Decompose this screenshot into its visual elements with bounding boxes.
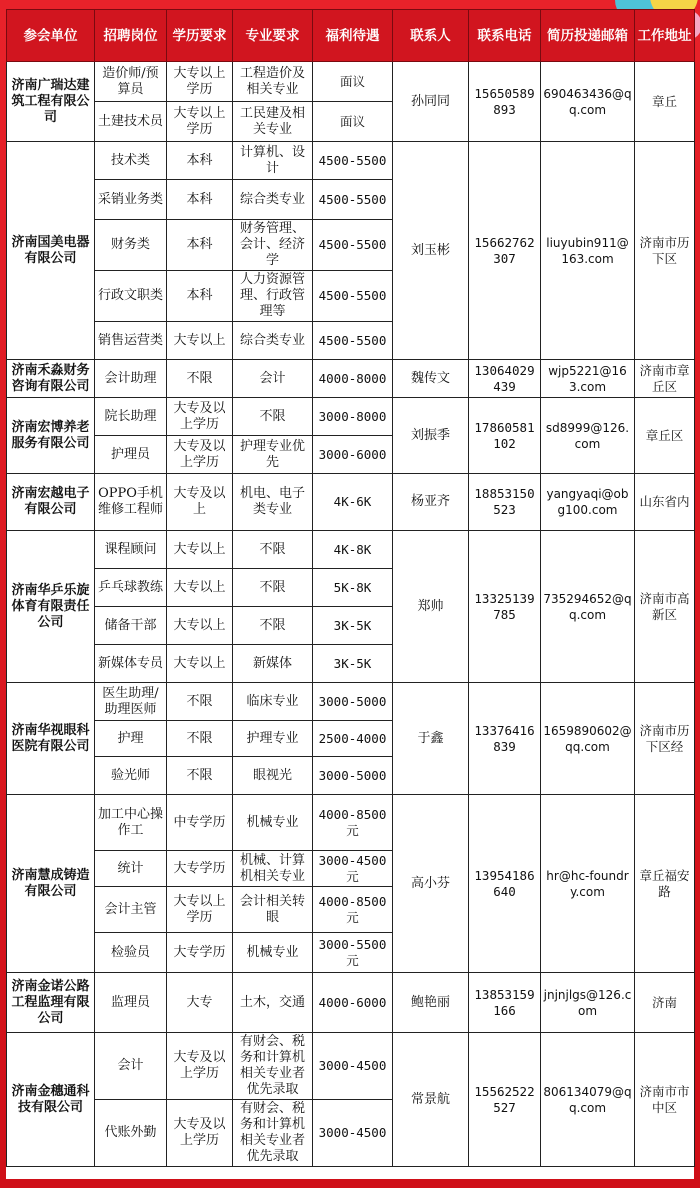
job-major: 护理专业 — [233, 721, 313, 757]
contact-phone: 13064029439 — [469, 360, 541, 398]
company-name: 济南禾淼财务咨询有限公司 — [7, 360, 95, 398]
job-title: 行政文职类 — [95, 271, 167, 322]
contact-phone: 18853150523 — [469, 474, 541, 531]
header-phone: 联系电话 — [469, 10, 541, 62]
job-major: 工程造价及相关专业 — [233, 62, 313, 102]
job-title: 监理员 — [95, 973, 167, 1033]
table-row — [7, 474, 695, 531]
job-education: 本科 — [167, 220, 233, 271]
table-row — [7, 795, 695, 851]
job-title: 储备干部 — [95, 607, 167, 645]
job-salary: 4000-8500元 — [313, 887, 393, 933]
job-education: 中专学历 — [167, 795, 233, 851]
job-education: 大专以上 — [167, 645, 233, 683]
job-title: 采销业务类 — [95, 180, 167, 220]
job-salary: 3000-4500元 — [313, 851, 393, 887]
contact-email: 1659890602@qq.com — [541, 683, 635, 795]
header-company: 参会单位 — [7, 10, 95, 62]
job-title: 会计主管 — [95, 887, 167, 933]
table-row — [7, 62, 695, 102]
header-salary: 福利待遇 — [313, 10, 393, 62]
company-name: 济南宏越电子有限公司 — [7, 474, 95, 531]
contact-person: 于鑫 — [393, 683, 469, 795]
job-title: 检验员 — [95, 933, 167, 973]
header-address: 工作地址 — [635, 10, 695, 62]
company-name: 济南华乒乐旋体育有限责任公司 — [7, 531, 95, 683]
contact-person: 高小芬 — [393, 795, 469, 973]
job-title: 技术类 — [95, 142, 167, 180]
contact-email: 806134079@qq.com — [541, 1033, 635, 1167]
contact-phone: 17860581102 — [469, 398, 541, 474]
job-salary: 3000-4500 — [313, 1033, 393, 1100]
company-name: 济南国美电器有限公司 — [7, 142, 95, 360]
job-major: 计算机、设计 — [233, 142, 313, 180]
job-salary: 3000-4500 — [313, 1100, 393, 1167]
job-salary: 3K-5K — [313, 607, 393, 645]
job-education: 大专 — [167, 973, 233, 1033]
job-education: 本科 — [167, 271, 233, 322]
job-title: 院长助理 — [95, 398, 167, 436]
job-major: 新媒体 — [233, 645, 313, 683]
job-salary: 3K-5K — [313, 645, 393, 683]
job-title: 乒乓球教练 — [95, 569, 167, 607]
job-major: 不限 — [233, 531, 313, 569]
job-title: 课程顾问 — [95, 531, 167, 569]
contact-person: 常景航 — [393, 1033, 469, 1167]
table-row — [7, 360, 695, 398]
job-major: 综合类专业 — [233, 322, 313, 360]
company-name: 济南金穗通科技有限公司 — [7, 1033, 95, 1167]
company-name: 济南华视眼科医院有限公司 — [7, 683, 95, 795]
header-contact: 联系人 — [393, 10, 469, 62]
job-table-body — [7, 62, 695, 1167]
job-title: OPPO手机维修工程师 — [95, 474, 167, 531]
job-education: 本科 — [167, 142, 233, 180]
job-major: 人力资源管理、行政管理等 — [233, 271, 313, 322]
header-position: 招聘岗位 — [95, 10, 167, 62]
contact-email: jnjnjlgs@126.com — [541, 973, 635, 1033]
job-title: 财务类 — [95, 220, 167, 271]
job-title: 造价师/预算员 — [95, 62, 167, 102]
job-education: 本科 — [167, 180, 233, 220]
job-education: 大专学历 — [167, 933, 233, 973]
work-address: 济南市历下区 — [635, 142, 695, 360]
job-salary: 4500-5500 — [313, 271, 393, 322]
contact-person: 魏传文 — [393, 360, 469, 398]
job-title: 土建技术员 — [95, 102, 167, 142]
job-major: 财务管理、会计、经济学 — [233, 220, 313, 271]
job-salary: 5K-8K — [313, 569, 393, 607]
header-email: 简历投递邮箱 — [541, 10, 635, 62]
header-education: 学历要求 — [167, 10, 233, 62]
job-title: 会计助理 — [95, 360, 167, 398]
job-education: 大专及以上学历 — [167, 398, 233, 436]
table-row — [7, 142, 695, 180]
job-title: 代账外勤 — [95, 1100, 167, 1167]
job-major: 不限 — [233, 607, 313, 645]
contact-phone: 13325139785 — [469, 531, 541, 683]
work-address: 济南 — [635, 973, 695, 1033]
job-education: 不限 — [167, 757, 233, 795]
contact-person: 孙同同 — [393, 62, 469, 142]
job-salary: 4K-6K — [313, 474, 393, 531]
contact-phone: 13376416839 — [469, 683, 541, 795]
job-salary: 4500-5500 — [313, 220, 393, 271]
table-row — [7, 973, 695, 1033]
job-salary: 3000-5500元 — [313, 933, 393, 973]
job-title: 加工中心操作工 — [95, 795, 167, 851]
job-title: 护理 — [95, 721, 167, 757]
job-salary: 4000-8500元 — [313, 795, 393, 851]
job-title: 新媒体专员 — [95, 645, 167, 683]
job-title: 验光师 — [95, 757, 167, 795]
job-title: 销售运营类 — [95, 322, 167, 360]
job-salary: 4000-8000 — [313, 360, 393, 398]
header-row — [7, 10, 695, 62]
job-salary: 4500-5500 — [313, 142, 393, 180]
job-major: 机械专业 — [233, 933, 313, 973]
table-row — [7, 531, 695, 569]
contact-email: sd8999@126.com — [541, 398, 635, 474]
job-title: 统计 — [95, 851, 167, 887]
job-education: 大专及以上学历 — [167, 1033, 233, 1100]
contact-email: yangyaqi@obg100.com — [541, 474, 635, 531]
table-row — [7, 683, 695, 721]
contact-email: 690463436@qq.com — [541, 62, 635, 142]
table-row — [7, 398, 695, 436]
job-salary: 4000-6000 — [313, 973, 393, 1033]
job-salary: 3000-5000 — [313, 683, 393, 721]
job-title: 医生助理/助理医师 — [95, 683, 167, 721]
contact-email: liuyubin911@163.com — [541, 142, 635, 360]
job-salary: 2500-4000 — [313, 721, 393, 757]
job-fair-table — [6, 9, 695, 1167]
job-major: 机电、电子类专业 — [233, 474, 313, 531]
job-education: 不限 — [167, 360, 233, 398]
job-salary: 4K-8K — [313, 531, 393, 569]
work-address: 章丘福安路 — [635, 795, 695, 973]
header-major: 专业要求 — [233, 10, 313, 62]
job-major: 综合类专业 — [233, 180, 313, 220]
job-education: 大专以上 — [167, 607, 233, 645]
job-education: 大专及以上学历 — [167, 1100, 233, 1167]
work-address: 山东省内 — [635, 474, 695, 531]
job-education: 大专以上 — [167, 569, 233, 607]
job-major: 土木，交通 — [233, 973, 313, 1033]
contact-phone: 15650589893 — [469, 62, 541, 142]
job-salary: 3000-6000 — [313, 436, 393, 474]
job-major: 有财会、税务和计算机相关专业者优先录取 — [233, 1100, 313, 1167]
work-address: 济南市高新区 — [635, 531, 695, 683]
job-salary: 面议 — [313, 62, 393, 102]
job-salary: 3000-5000 — [313, 757, 393, 795]
job-salary: 面议 — [313, 102, 393, 142]
job-education: 大专以上 — [167, 322, 233, 360]
job-education: 大专以上学历 — [167, 102, 233, 142]
job-education: 大专以上学历 — [167, 62, 233, 102]
job-title: 护理员 — [95, 436, 167, 474]
job-major: 机械、计算机相关专业 — [233, 851, 313, 887]
contact-phone: 15562522527 — [469, 1033, 541, 1167]
job-education: 大专以上 — [167, 531, 233, 569]
job-major: 临床专业 — [233, 683, 313, 721]
contact-email: 735294652@qq.com — [541, 531, 635, 683]
job-table-container — [6, 9, 694, 1179]
work-address: 章丘 — [635, 62, 695, 142]
work-address: 济南市市中区 — [635, 1033, 695, 1167]
contact-phone: 15662762307 — [469, 142, 541, 360]
job-major: 不限 — [233, 569, 313, 607]
company-name: 济南慧成铸造有限公司 — [7, 795, 95, 973]
job-major: 机械专业 — [233, 795, 313, 851]
job-major: 工民建及相关专业 — [233, 102, 313, 142]
job-education: 不限 — [167, 721, 233, 757]
job-salary: 4500-5500 — [313, 322, 393, 360]
job-major: 会计相关转眼 — [233, 887, 313, 933]
contact-person: 杨亚齐 — [393, 474, 469, 531]
work-address: 济南市章丘区 — [635, 360, 695, 398]
contact-phone: 13954186640 — [469, 795, 541, 973]
company-name: 济南宏博养老服务有限公司 — [7, 398, 95, 474]
contact-person: 刘玉彬 — [393, 142, 469, 360]
contact-email: wjp5221@163.com — [541, 360, 635, 398]
job-salary: 4500-5500 — [313, 180, 393, 220]
work-address: 济南市历下区经 — [635, 683, 695, 795]
job-major: 护理专业优先 — [233, 436, 313, 474]
contact-email: hr@hc-foundry.com — [541, 795, 635, 973]
contact-person: 鲍艳丽 — [393, 973, 469, 1033]
job-major: 会计 — [233, 360, 313, 398]
job-education: 大专以上学历 — [167, 887, 233, 933]
job-major: 眼视光 — [233, 757, 313, 795]
work-address: 章丘区 — [635, 398, 695, 474]
job-major: 有财会、税务和计算机相关专业者优先录取 — [233, 1033, 313, 1100]
job-education: 不限 — [167, 683, 233, 721]
table-row — [7, 1033, 695, 1100]
company-name: 济南金诺公路工程监理有限公司 — [7, 973, 95, 1033]
contact-phone: 13853159166 — [469, 973, 541, 1033]
contact-person: 郑帅 — [393, 531, 469, 683]
company-name: 济南广瑞达建筑工程有限公司 — [7, 62, 95, 142]
job-education: 大专学历 — [167, 851, 233, 887]
job-education: 大专及以上学历 — [167, 436, 233, 474]
job-major: 不限 — [233, 398, 313, 436]
contact-person: 刘振季 — [393, 398, 469, 474]
job-salary: 3000-8000 — [313, 398, 393, 436]
job-education: 大专及以上 — [167, 474, 233, 531]
job-title: 会计 — [95, 1033, 167, 1100]
